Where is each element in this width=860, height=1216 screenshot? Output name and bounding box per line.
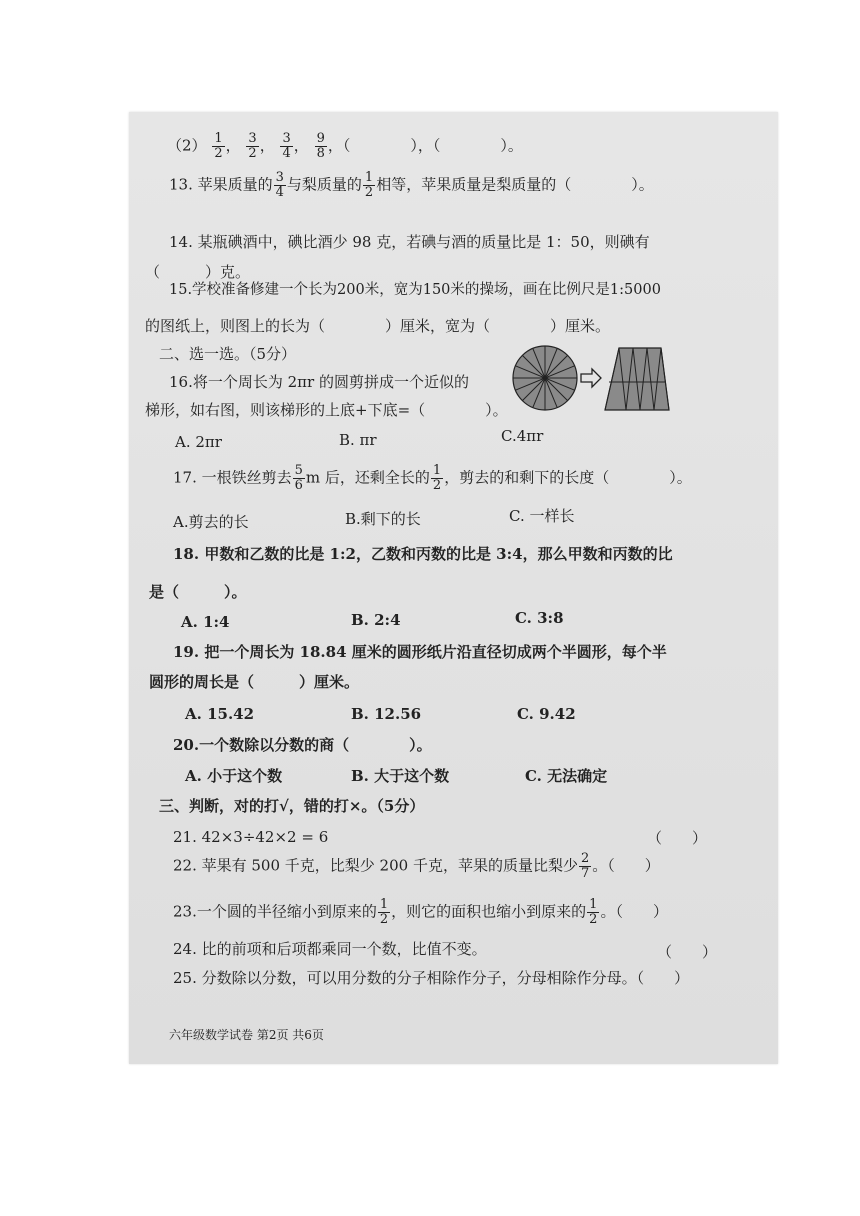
q12-2-line: （2） $\frac{1}{2}$ ， $\frac{3}{2}$ ， $\frac{3}{4}$ ， $\frac{9}{8}$ ，（ ），（ ）。 — [167, 131, 523, 161]
section-2-heading: 二、选一选。（5分） — [159, 345, 297, 363]
q20-option-c: C. 无法确定 — [525, 767, 608, 785]
fraction: $\frac{3}{4}$ — [275, 170, 284, 200]
question-25: 25. 分数除以分数，可以用分数的分子相除作分子，分母相除作分母。（ ） — [173, 969, 690, 987]
q21-answer-paren: （ ） — [647, 829, 708, 847]
exam-page-photo — [129, 112, 778, 1064]
fraction: $\frac{9}{8}$ — [316, 131, 325, 161]
question-18-line2: 是（ ）。 — [149, 583, 247, 601]
fraction: $\frac{1}{2}$ — [214, 131, 223, 161]
q16-option-a: A. 2πr — [175, 433, 222, 451]
q18-option-b: B. 2:4 — [351, 611, 401, 629]
fraction: $\frac{1}{2}$ — [364, 170, 374, 200]
question-21: 21. 42×3÷42×2 = 6 — [173, 828, 329, 846]
q18-option-a: A. 1:4 — [181, 613, 230, 631]
fraction: $\frac{3}{4}$ — [282, 131, 291, 161]
q17-option-c: C. 一样长 — [509, 507, 575, 525]
fraction: $\frac{1}{2}$ — [379, 897, 389, 927]
q12-2-label: （2） — [167, 136, 207, 155]
question-15-line2: 的图纸上，则图上的长为（ ）厘米，宽为（ ）厘米。 — [145, 317, 611, 335]
q20-option-a: A. 小于这个数 — [185, 767, 283, 785]
question-14-line1: 14. 某瓶碘酒中，碘比酒少 98 克，若碘与酒的质量比是 1：50，则碘有 — [169, 233, 650, 251]
segmented-circle-icon — [513, 346, 577, 410]
q16-option-b: B. πr — [339, 431, 377, 449]
question-19-line1: 19. 把一个周长为 18.84 厘米的圆形纸片沿直径切成两个半圆形，每个半 — [173, 643, 667, 661]
fraction: $\frac{5}{6}$ — [294, 463, 303, 493]
question-24: 24. 比的前项和后项都乘同一个数，比值不变。 — [173, 940, 487, 958]
q20-option-b: B. 大于这个数 — [351, 767, 450, 785]
fraction: $\frac{1}{2}$ — [432, 463, 442, 493]
fraction: $\frac{1}{2}$ — [589, 897, 598, 927]
fraction: $\frac{3}{2}$ — [248, 131, 257, 161]
q19-option-b: B. 12.56 — [351, 705, 422, 723]
fraction: $\frac{2}{7}$ — [580, 851, 590, 881]
page-footer: 六年级数学试卷 第2页 共6页 — [169, 1028, 324, 1042]
q16-option-c: C.4πr — [501, 427, 544, 445]
question-23: 23.一个圆的半径缩小到原来的 $\frac{1}{2}$ ，则它的面积也缩小到原来的 $\frac{1}{2}$ 。（ ） — [173, 897, 668, 927]
question-16-line1: 16.将一个周长为 2πr 的圆剪拼成一个近似的 — [169, 373, 469, 391]
q19-option-c: C. 9.42 — [517, 705, 576, 723]
question-16-line2: 梯形，如右图，则该梯形的上底+下底=（ ）。 — [145, 401, 508, 419]
question-17: 17. 一根铁丝剪去 $\frac{5}{6}$ m 后，还剩全长的 $\frac{1}{2}$ ，剪去的和剩下的长度（ ）。 — [173, 463, 692, 493]
section-3-heading: 三、判断，对的打√，错的打×。（5分） — [159, 797, 425, 815]
question-19-line2: 圆形的周长是（ ）厘米。 — [149, 673, 360, 691]
question-14-line2: （ ）克。 — [145, 263, 251, 281]
question-13: 13. 苹果质量的 $\frac{3}{4}$ 与梨质量的 $\frac{1}{2}$ 相等，苹果质量是梨质量的（ ）。 — [169, 170, 654, 200]
question-15-line1: 15.学校准备修建一个长为200米，宽为150米的操场，画在比例尺是1:5000 — [169, 282, 661, 298]
circle-to-trapezoid-figure — [509, 342, 679, 414]
q18-option-c: C. 3:8 — [515, 609, 564, 627]
q17-option-a: A.剪去的长 — [173, 513, 249, 531]
question-22: 22. 苹果有 500 千克，比梨少 200 千克，苹果的质量比梨少 $\frac{2}{7}$ 。（ ） — [173, 851, 660, 881]
trapezoid-icon — [605, 348, 669, 410]
q17-option-b: B.剩下的长 — [345, 510, 421, 528]
question-20-line1: 20.一个数除以分数的商（ ）。 — [173, 736, 432, 754]
q19-option-a: A. 15.42 — [185, 705, 255, 723]
right-arrow-icon — [581, 369, 601, 387]
q24-answer-paren: （ ） — [657, 943, 718, 961]
question-18-line1: 18. 甲数和乙数的比是 1:2，乙数和丙数的比是 3:4，那么甲数和丙数的比 — [173, 545, 673, 563]
